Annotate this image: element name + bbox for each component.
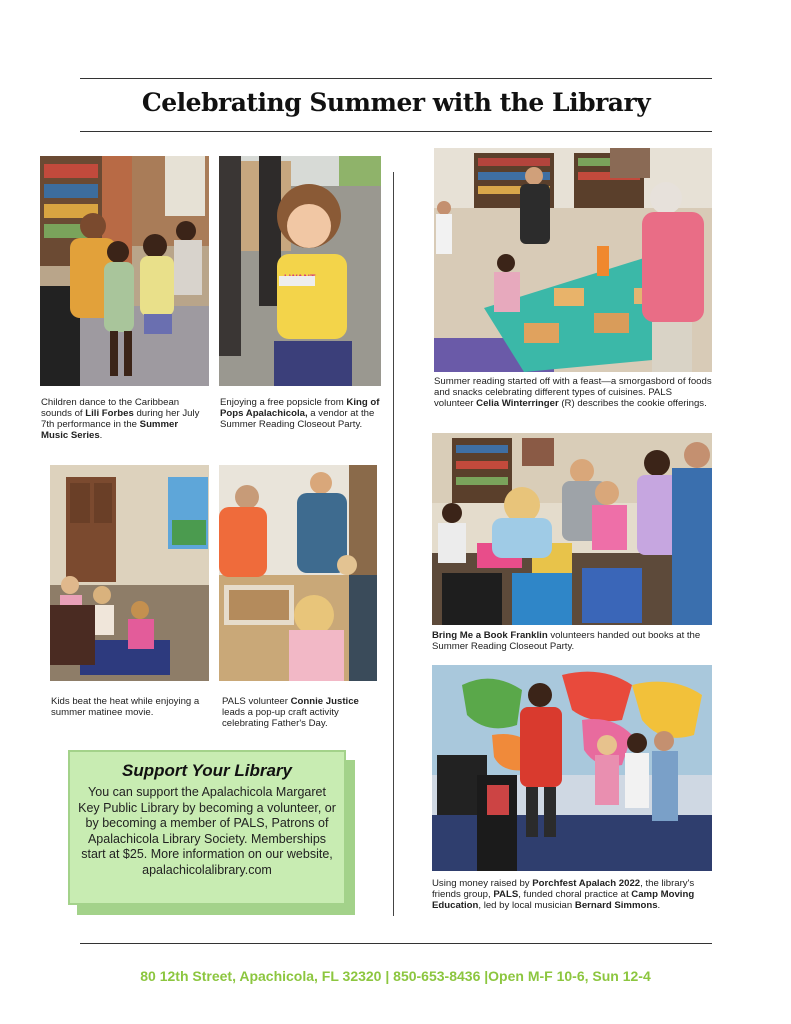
caption-bold: Bernard Simmons	[574, 900, 658, 911]
footer-contact: 80 12th Street, Apachicola, FL 32320 | 850-653-8436 |Open M-F 10-6, Sun 12-4	[140, 968, 651, 984]
caption-text: .	[99, 430, 103, 441]
photo-book-giveaway	[432, 433, 712, 625]
caption-text: a vendor at the Summer Reading Closeout Party.	[220, 408, 375, 430]
caption-text: (R) describes the cookie offerings.	[558, 398, 707, 409]
page-title: Celebrating Summer with the Library	[141, 88, 651, 117]
caption-book-giveaway	[432, 630, 714, 652]
caption-bold: King of Pops Apalachicola,	[220, 397, 380, 419]
caption-text: volunteers handed out books at the Summer Reading Closeout Party.	[432, 630, 701, 652]
title-underline	[80, 131, 712, 132]
column-divider	[393, 172, 394, 916]
caption-movie	[51, 696, 211, 718]
caption-text: PALS volunteer	[222, 696, 291, 707]
support-box	[68, 750, 346, 905]
caption-text: Children dance to the Caribbean sounds of	[41, 397, 180, 419]
caption-bold: Bring Me a Book Franklin	[432, 630, 548, 641]
photo-feast	[434, 148, 712, 372]
caption-popsicle	[220, 397, 380, 430]
caption-bold: Camp Moving Education	[432, 889, 695, 911]
caption-text: , the library's friends group,	[432, 878, 695, 900]
top-rule	[80, 78, 712, 79]
photo-choral-practice	[432, 665, 712, 871]
caption-bold: Connie Justice	[290, 696, 359, 707]
caption-text: Using money raised by	[432, 878, 533, 889]
caption-text: Summer reading started off with a feast—a smorgasbord of foods and snacks celebrating different types of cuisines. PALS volunteer	[434, 376, 712, 409]
photo-craft-activity	[219, 465, 377, 681]
caption-text: leads a pop-up craft activity celebrating Father's Day.	[222, 707, 339, 729]
caption-text: Enjoying a free popsicle from	[220, 397, 347, 408]
caption-text: , led by local musician	[478, 900, 575, 911]
footer-rule	[80, 943, 712, 944]
caption-bold: Celia Winterringer	[476, 398, 559, 409]
caption-children-dance	[41, 397, 206, 441]
caption-craft	[222, 696, 382, 729]
caption-bold: Lili Forbes	[85, 408, 134, 419]
caption-text: .	[657, 900, 661, 911]
support-heading: Support Your Library	[121, 761, 293, 780]
photo-children-dance	[40, 156, 209, 386]
support-body: You can support the Apalachicola Margaret Key Public Library by becoming a volunteer, or by becoming a member of PALS, Patrons of Apalachicola Library Society. Memberships start at $25. More information on our website, apalachicolalibrary.com	[78, 785, 336, 877]
caption-text: Kids beat the heat while enjoying a summer matinee movie.	[51, 696, 200, 718]
caption-bold: Porchfest Apalach 2022	[532, 878, 641, 889]
caption-text: , funded choral practice at	[518, 889, 632, 900]
caption-text: during her July 7th performance in the	[41, 408, 200, 430]
caption-choral	[432, 878, 714, 911]
caption-bold: PALS	[493, 889, 519, 900]
photo-popsicle-girl	[219, 156, 381, 386]
photo-summer-movie	[50, 465, 209, 681]
caption-bold: Summer Music Series	[41, 419, 179, 441]
caption-feast	[434, 376, 714, 409]
